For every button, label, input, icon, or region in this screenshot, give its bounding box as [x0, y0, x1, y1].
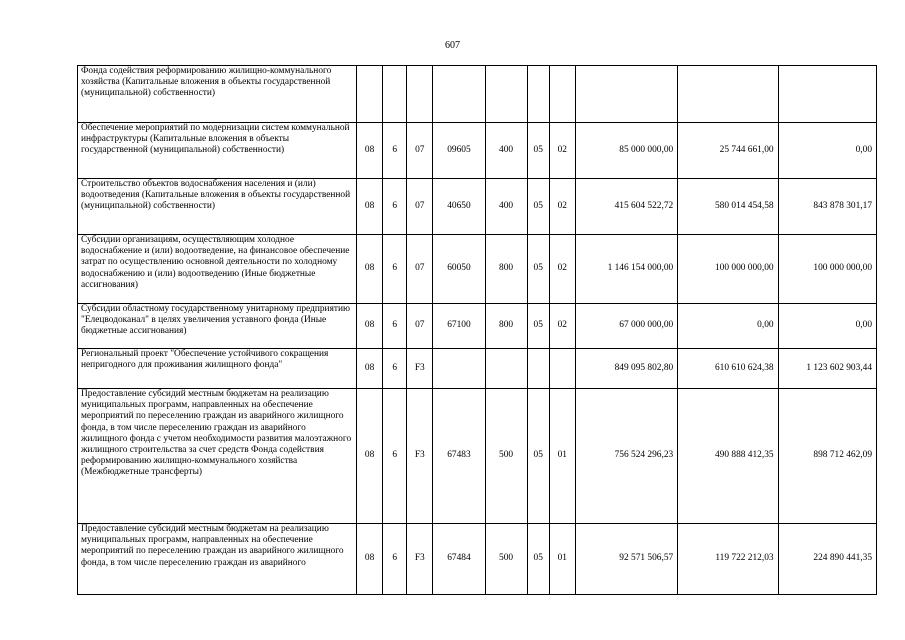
- cell-code-4: 09605: [433, 123, 485, 179]
- cell-amount-2: [678, 66, 778, 123]
- cell-amount-1: 85 000 000,00: [575, 123, 677, 179]
- cell-code-3: 07: [407, 235, 433, 304]
- cell-code-1: 08: [357, 524, 383, 595]
- cell-code-3: 07: [407, 123, 433, 179]
- cell-code-6: 05: [527, 389, 549, 524]
- cell-code-3: 07: [407, 179, 433, 235]
- cell-amount-1: 756 524 296,23: [575, 389, 677, 524]
- cell-code-1: 08: [357, 179, 383, 235]
- cell-amount-2: 119 722 212,03: [678, 524, 778, 595]
- table-row: [78, 179, 877, 235]
- cell-amount-3: 0,00: [778, 304, 876, 349]
- cell-amount-2: 490 888 412,35: [678, 389, 778, 524]
- page-number: 607: [445, 40, 460, 51]
- table-body: [78, 66, 877, 595]
- row-description: Региональный проект "Обеспечение устойчивого сокращения непригодного для проживания жилищного фонда": [78, 349, 357, 389]
- cell-code-2: 6: [383, 304, 407, 349]
- cell-amount-2: 580 014 454,58: [678, 179, 778, 235]
- cell-code-3: F3: [407, 389, 433, 524]
- cell-code-7: 01: [549, 524, 575, 595]
- cell-amount-3: [778, 66, 876, 123]
- cell-code-2: 6: [383, 389, 407, 524]
- table-row: [78, 66, 877, 123]
- table-row: [78, 304, 877, 349]
- cell-code-5: 500: [485, 389, 527, 524]
- cell-code-1: 08: [357, 123, 383, 179]
- cell-code-1: 08: [357, 349, 383, 389]
- cell-code-6: [527, 66, 549, 123]
- row-description: Обеспечение мероприятий по модернизации систем коммунальной инфраструктуры (Капитальные вложения в объекты государственной (муниципальной) собственности): [78, 123, 357, 179]
- cell-code-7: [549, 66, 575, 123]
- cell-code-7: 02: [549, 304, 575, 349]
- cell-code-1: 08: [357, 235, 383, 304]
- cell-amount-2: 0,00: [678, 304, 778, 349]
- cell-amount-3: 224 890 441,35: [778, 524, 876, 595]
- cell-code-5: [485, 66, 527, 123]
- cell-code-2: 6: [383, 235, 407, 304]
- cell-amount-3: 843 878 301,17: [778, 179, 876, 235]
- row-description: Фонда содействия реформированию жилищно-коммунального хозяйства (Капитальные вложения в объекты государственной (муниципальной) собственности): [78, 66, 357, 123]
- cell-code-7: 01: [549, 389, 575, 524]
- cell-code-6: 05: [527, 304, 549, 349]
- cell-code-2: 6: [383, 349, 407, 389]
- cell-amount-1: 1 146 154 000,00: [575, 235, 677, 304]
- cell-code-7: 02: [549, 179, 575, 235]
- cell-amount-1: 92 571 506,57: [575, 524, 677, 595]
- cell-code-5: 800: [485, 235, 527, 304]
- cell-code-6: [527, 349, 549, 389]
- cell-code-1: 08: [357, 304, 383, 349]
- table-row: [78, 235, 877, 304]
- cell-code-5: [485, 349, 527, 389]
- row-description: Предоставление субсидий местным бюджетам на реализацию муниципальных программ, направленных на обеспечение мероприятий по переселению граждан из аварийного жилищного фонда, в том числе переселению граждан из аварийного жилищного фонда с учетом необходимости развития малоэтажного жилищного строительства за счет средств Фонда содействия реформированию жилищно-коммунального хозяйства (Межбюджетные трансферты): [78, 389, 357, 524]
- cell-amount-3: 898 712 462,09: [778, 389, 876, 524]
- cell-amount-3: 0,00: [778, 123, 876, 179]
- cell-code-4: 40650: [433, 179, 485, 235]
- cell-code-4: 60050: [433, 235, 485, 304]
- cell-amount-3: 100 000 000,00: [778, 235, 876, 304]
- cell-code-2: 6: [383, 524, 407, 595]
- cell-code-6: 05: [527, 179, 549, 235]
- cell-code-4: [433, 349, 485, 389]
- cell-code-4: 67483: [433, 389, 485, 524]
- table-row: [78, 524, 877, 595]
- cell-code-1: 08: [357, 389, 383, 524]
- row-description: Предоставление субсидий местным бюджетам на реализацию муниципальных программ, направленных на обеспечение мероприятий по переселению граждан из аварийного жилищного фонда, в том числе переселению граждан из аварийного: [78, 524, 357, 595]
- cell-code-4: [433, 66, 485, 123]
- cell-code-4: 67484: [433, 524, 485, 595]
- table-row: [78, 123, 877, 179]
- cell-code-1: [357, 66, 383, 123]
- cell-code-6: 05: [527, 524, 549, 595]
- row-description: Субсидии организациям, осуществляющим холодное водоснабжение и (или) водоотведение, на финансовое обеспечение затрат по осуществлению основной деятельности по холодному водоснабжению и (или) водоотведению (Иные бюджетные ассигнования): [78, 235, 357, 304]
- cell-amount-1: 67 000 000,00: [575, 304, 677, 349]
- cell-code-2: [383, 66, 407, 123]
- cell-amount-2: 25 744 661,00: [678, 123, 778, 179]
- cell-code-3: F3: [407, 524, 433, 595]
- row-description: Субсидии областному государственному унитарному предприятию "Елецводоканал" в целях увеличения уставного фонда (Иные бюджетные ассигнования): [78, 304, 357, 349]
- cell-code-5: 500: [485, 524, 527, 595]
- cell-amount-1: 849 095 802,80: [575, 349, 677, 389]
- table-row: [78, 389, 877, 524]
- cell-code-7: 02: [549, 235, 575, 304]
- cell-amount-3: 1 123 602 903,44: [778, 349, 876, 389]
- cell-code-2: 6: [383, 179, 407, 235]
- cell-code-3: F3: [407, 349, 433, 389]
- cell-code-7: [549, 349, 575, 389]
- cell-amount-1: 415 604 522,72: [575, 179, 677, 235]
- cell-code-6: 05: [527, 123, 549, 179]
- cell-code-5: 800: [485, 304, 527, 349]
- table-row: [78, 349, 877, 389]
- cell-code-3: [407, 66, 433, 123]
- cell-amount-2: 610 610 624,38: [678, 349, 778, 389]
- cell-code-4: 67100: [433, 304, 485, 349]
- row-description: Строительство объектов водоснабжения населения и (или) водоотведения (Капитальные вложения в объекты государственной (муниципальной) собственности): [78, 179, 357, 235]
- cell-code-7: 02: [549, 123, 575, 179]
- cell-code-3: 07: [407, 304, 433, 349]
- cell-code-5: 400: [485, 123, 527, 179]
- cell-code-5: 400: [485, 179, 527, 235]
- budget-table: [77, 65, 877, 595]
- cell-code-2: 6: [383, 123, 407, 179]
- cell-amount-1: [575, 66, 677, 123]
- cell-amount-2: 100 000 000,00: [678, 235, 778, 304]
- cell-code-6: 05: [527, 235, 549, 304]
